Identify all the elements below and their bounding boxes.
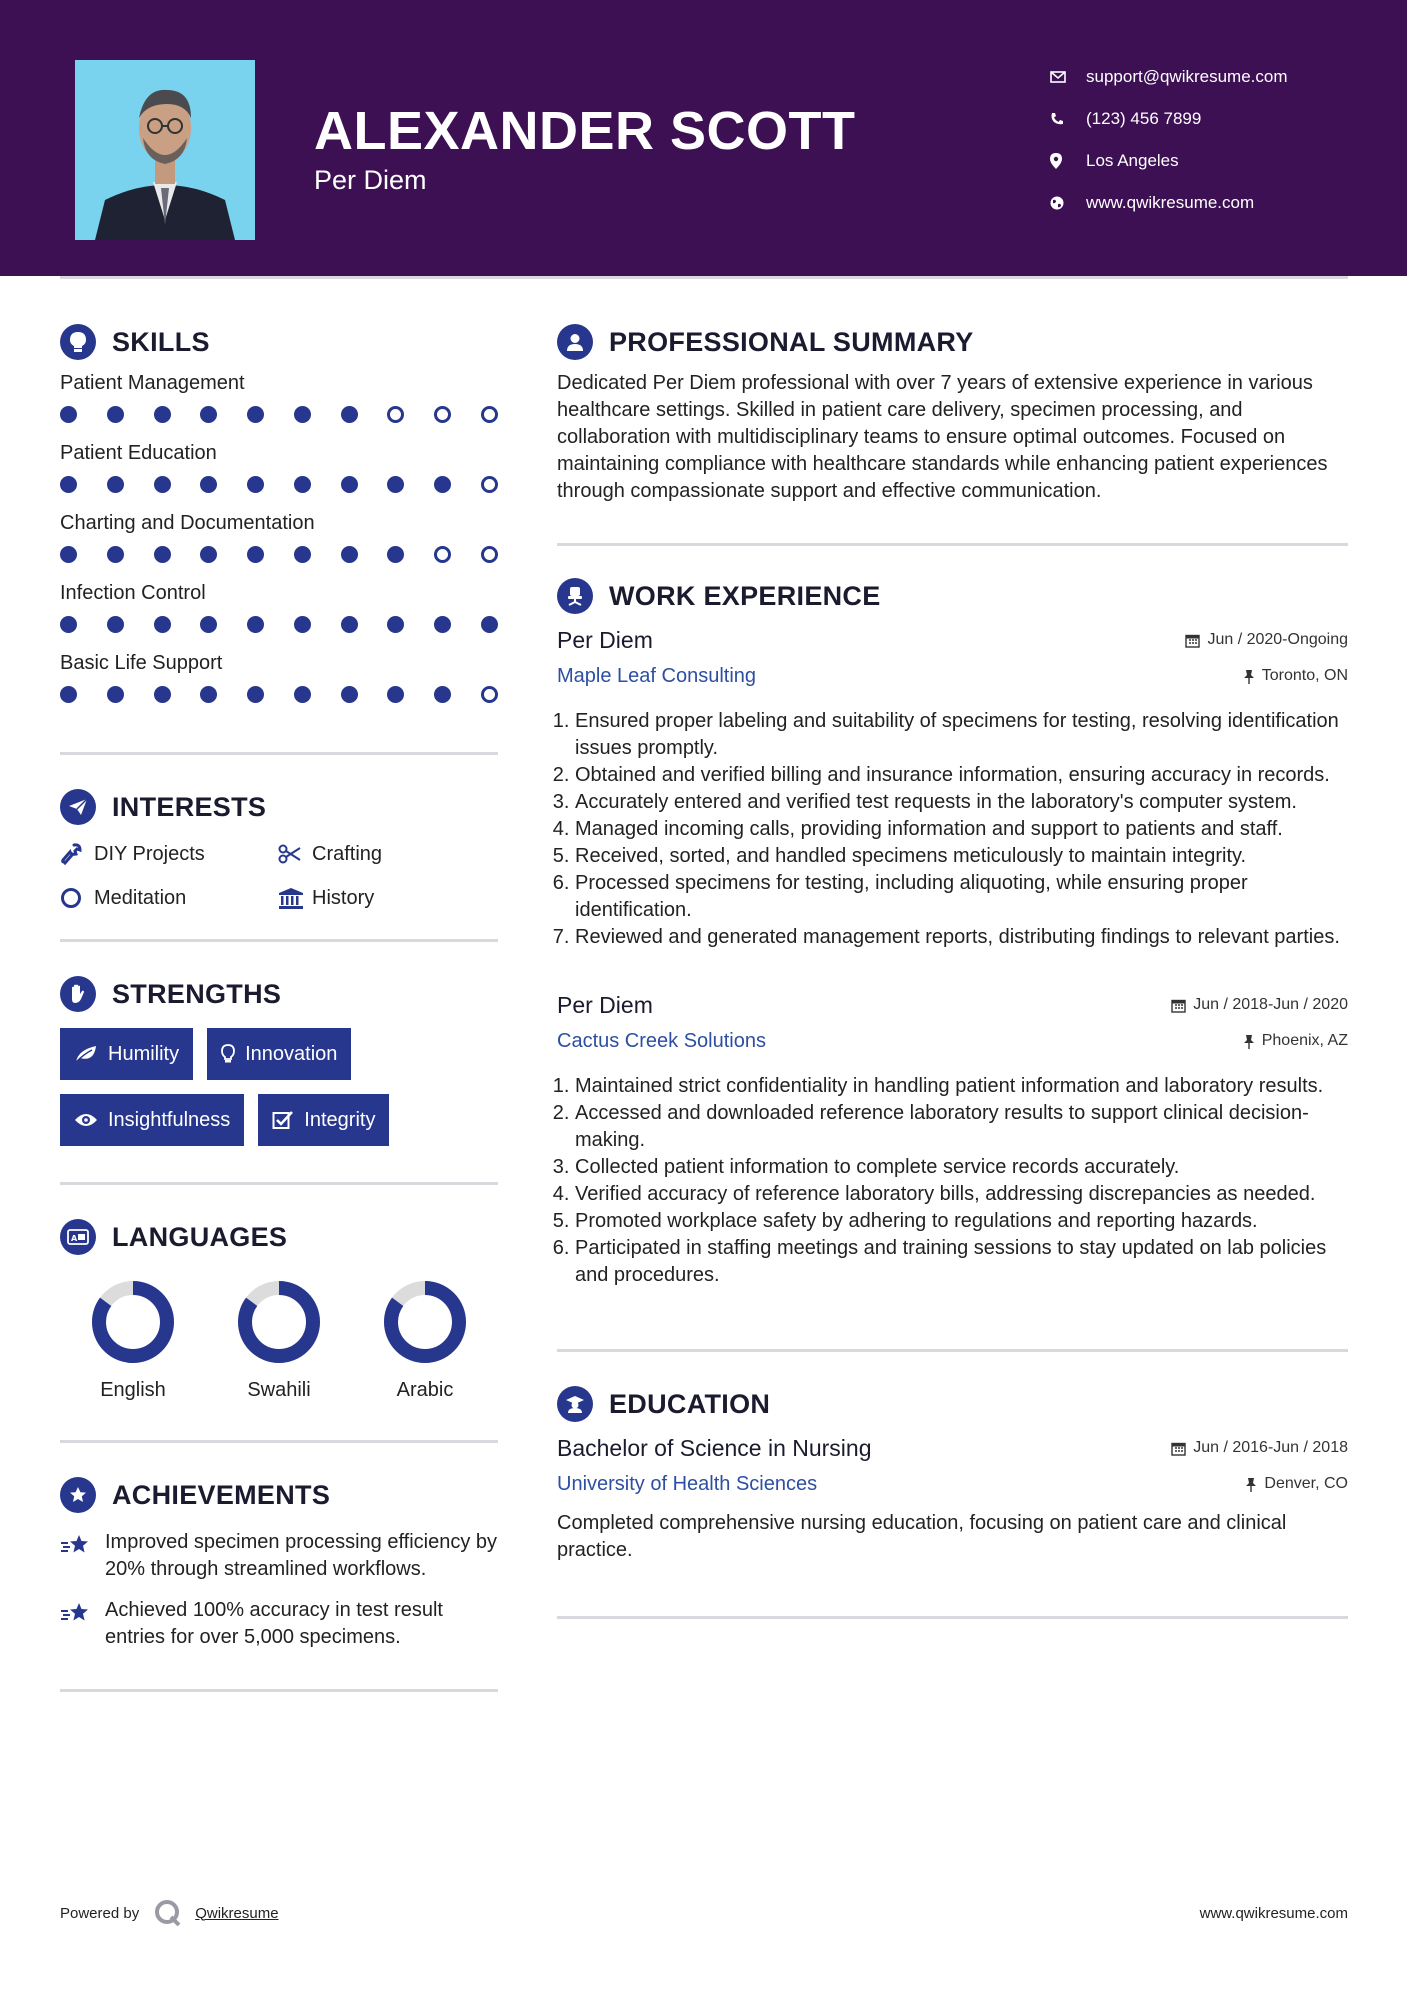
skill-item [60,368,498,430]
skill-rating [60,678,498,710]
strength-label: Humility [108,1042,180,1065]
language-item [352,1279,498,1402]
contact-website[interactable] [1050,182,1288,224]
rating-dot-empty [434,406,451,423]
interest-label: DIY Projects [94,842,205,865]
contact-email[interactable] [1050,56,1288,98]
graduate-icon [557,1386,593,1422]
resume-header [0,0,1407,276]
skill-name: Charting and Documentation [60,512,315,534]
skill-rating [60,608,498,640]
job-bullet: 5. Received, sorted, and handled specimens meticulously to maintain integrity. [575,843,1348,870]
rating-dot-filled [294,476,311,493]
star-badge-icon [60,1477,96,1513]
svg-text:A: A [71,1234,78,1243]
strengths-heading [60,972,498,1016]
education-title: EDUCATION [609,1388,771,1419]
job-dates [1171,996,1348,1014]
rating-dot-filled [200,546,217,563]
skill-rating [60,468,498,500]
skills-title: SKILLS [112,326,210,357]
education-description: Completed comprehensive nursing education, focusing on patient care and clinical practice. [557,1512,1287,1561]
language-item [206,1279,352,1402]
rating-dot-filled [154,546,171,563]
degree-title: Bachelor of Science in Nursing [557,1434,872,1461]
language-donut [90,1279,176,1365]
achievement-item [60,1597,498,1651]
pushpin-icon [1243,669,1255,684]
language-name: Arabic [396,1379,454,1401]
globe-icon [1050,196,1086,210]
skill-name: Basic Life Support [60,652,223,674]
contact-location [1050,140,1288,182]
interest-label: History [312,886,375,909]
contact-website-text: www.qwikresume.com [1086,193,1255,212]
rating-dot-filled [60,406,77,423]
rating-dot-filled [387,476,404,493]
candidate-title: Per Diem [314,165,427,195]
job-dates [1185,631,1348,649]
school-name: University of Health Sciences [557,1472,818,1495]
job-bullet: 4. Verified accuracy of reference laboratory bills, addressing discrepancies as needed. [575,1181,1348,1208]
rating-dot-filled [294,406,311,423]
rating-dot-filled [294,686,311,703]
job-location-text: Toronto, ON [1261,667,1348,684]
qwikresume-logo-icon [153,1898,183,1928]
language-donut [236,1279,322,1365]
rating-dot-filled [247,546,264,563]
rating-dot-filled [200,686,217,703]
lightbulb-icon [60,324,96,360]
languages-list [60,1279,498,1402]
interest-item [278,883,498,913]
skill-rating [60,538,498,570]
strengths-list [60,1028,498,1146]
qwikresume-link[interactable]: Qwikresume [195,1904,279,1922]
job-company: Maple Leaf Consulting [557,664,757,687]
job-bullet: 1. Ensured proper labeling and suitability of specimens for testing, resolving identification issues promptly. [575,708,1348,762]
contact-email-text: support@qwikresume.com [1086,67,1288,86]
skill-name: Patient Management [60,372,245,394]
calendar-icon [1185,633,1200,648]
strength-badge [258,1094,389,1146]
right-column [557,320,1348,1619]
rating-dot-filled [341,476,358,493]
job-role: Per Diem [557,991,653,1018]
interest-label: Meditation [94,886,187,909]
rating-dot-filled [247,406,264,423]
map-pin-icon [1050,153,1086,169]
section-divider [557,1349,1348,1352]
achievement-item [60,1529,498,1583]
contact-list [1050,56,1288,224]
rating-dot-filled [481,616,498,633]
job-bullet: 6. Participated in staffing meetings and training sessions to stay updated on lab policies and procedures. [575,1235,1348,1289]
skill-item [60,648,498,710]
section-divider [60,1440,498,1443]
achievements-heading [60,1473,498,1517]
experience-heading [557,574,1348,618]
profile-photo [75,60,255,240]
skills-heading [60,320,498,364]
achievement-text: Achieved 100% accuracy in test result entries for over 5,000 specimens. [105,1599,443,1648]
section-divider [557,543,1348,546]
achievements-list [60,1529,498,1651]
job-company: Cactus Creek Solutions [557,1029,766,1052]
scissors-icon [278,844,312,864]
phone-icon [1050,112,1086,126]
rating-dot-filled [107,546,124,563]
education-dates-text: Jun / 2016-Jun / 2018 [1193,1439,1348,1456]
language-name: English [100,1379,166,1401]
strength-badge [60,1094,244,1146]
job-dates-text: Jun / 2020-Ongoing [1207,631,1348,648]
rating-dot-filled [154,686,171,703]
paper-plane-icon [60,789,96,825]
envelope-icon [1050,71,1086,83]
rating-dot-filled [60,476,77,493]
job-bullet: 1. Maintained strict confidentiality in handling patient information and laboratory results. [575,1073,1348,1100]
job-bullet: 5. Promoted workplace safety by adhering to regulations and reporting hazards. [575,1208,1348,1235]
rating-dot-filled [60,686,77,703]
skill-item [60,438,498,500]
leaf-icon [74,1044,98,1064]
languages-title: LANGUAGES [112,1221,288,1252]
rating-dot-filled [434,686,451,703]
interest-item [60,839,278,869]
rating-dot-filled [107,686,124,703]
rating-dot-filled [154,476,171,493]
job-location [1243,1032,1348,1050]
interests-title: INTERESTS [112,791,267,822]
section-divider [60,939,498,942]
contact-phone[interactable] [1050,98,1288,140]
strength-label: Integrity [304,1108,376,1131]
rating-dot-filled [107,406,124,423]
checkbox-icon [272,1110,294,1130]
calendar-icon [1171,1441,1186,1456]
rating-dot-filled [387,616,404,633]
job-bullets [557,1073,1348,1289]
rating-dot-filled [341,616,358,633]
rating-dot-empty [387,406,404,423]
rating-dot-filled [200,476,217,493]
interest-item [278,839,498,869]
education-entry [557,1430,1348,1564]
rating-dot-filled [60,616,77,633]
user-icon [557,324,593,360]
rating-dot-filled [60,546,77,563]
rating-dot-filled [341,546,358,563]
summary-heading [557,320,1348,364]
skill-rating [60,398,498,430]
section-divider [60,1182,498,1185]
eye-icon [74,1112,98,1128]
job-bullet: 3. Accurately entered and verified test requests in the laboratory's computer system. [575,789,1348,816]
job-location [1243,667,1348,685]
job-entry [557,987,1348,1289]
job-location-text: Phoenix, AZ [1261,1032,1348,1049]
rating-dot-filled [247,686,264,703]
rating-dot-empty [481,476,498,493]
rating-dot-filled [387,686,404,703]
hand-icon [60,976,96,1012]
office-chair-icon [557,578,593,614]
job-role: Per Diem [557,626,653,653]
job-bullet: 4. Managed incoming calls, providing information and support to patients and staff. [575,816,1348,843]
job-bullets [557,708,1348,951]
rating-dot-filled [294,616,311,633]
rating-dot-filled [200,406,217,423]
interests-list [60,839,498,913]
bank-icon [278,887,312,909]
strength-badge [60,1028,193,1080]
rating-dot-filled [341,406,358,423]
circle-icon [60,887,94,909]
footer-url[interactable]: www.qwikresume.com [1199,1905,1348,1922]
job-bullet: 2. Obtained and verified billing and insurance information, ensuring accuracy in records. [575,762,1348,789]
wrench-icon [60,843,94,865]
language-icon [60,1219,96,1255]
interest-item [60,883,278,913]
experience-title: WORK EXPERIENCE [609,580,881,611]
job-bullet: 2. Accessed and downloaded reference laboratory results to support clinical decision-making. [575,1100,1348,1154]
section-divider [60,1689,498,1692]
left-column [60,320,498,1692]
rating-dot-empty [481,686,498,703]
rating-dot-filled [341,686,358,703]
rating-dot-empty [481,546,498,563]
contact-phone-text: (123) 456 7899 [1086,109,1202,128]
achievement-text: Improved specimen processing efficiency by 20% through streamlined workflows. [105,1531,498,1580]
education-location-text: Denver, CO [1264,1475,1348,1492]
powered-by-text: Powered by [60,1904,140,1922]
rating-dot-filled [387,546,404,563]
pushpin-icon [1245,1477,1257,1492]
language-item [60,1279,206,1402]
candidate-name: ALEXANDER SCOTT [314,101,856,161]
achievements-title: ACHIEVEMENTS [112,1479,331,1510]
contact-location-text: Los Angeles [1086,151,1179,170]
calendar-icon [1171,998,1186,1013]
education-heading [557,1382,1348,1426]
job-bullet: 3. Collected patient information to complete service records accurately. [575,1154,1348,1181]
shooting-star-icon [60,1529,105,1583]
skills-list [60,368,498,710]
skill-name: Infection Control [60,582,206,604]
rating-dot-filled [200,616,217,633]
education-dates [1171,1439,1348,1457]
rating-dot-filled [294,546,311,563]
pushpin-icon [1243,1034,1255,1049]
skill-name: Patient Education [60,442,217,464]
shooting-star-icon [60,1597,105,1651]
job-dates-text: Jun / 2018-Jun / 2020 [1193,996,1348,1013]
language-donut [382,1279,468,1365]
jobs-list [557,622,1348,1289]
rating-dot-empty [481,406,498,423]
education-location [1245,1475,1348,1493]
header-divider [60,276,1348,279]
interests-heading [60,785,498,829]
strength-badge [207,1028,351,1080]
interest-label: Crafting [312,842,383,865]
section-divider [557,1616,1348,1619]
rating-dot-empty [434,546,451,563]
section-divider [60,752,498,755]
lightbulb-icon [221,1044,235,1064]
rating-dot-filled [107,476,124,493]
rating-dot-filled [154,406,171,423]
strengths-title: STRENGTHS [112,978,282,1009]
rating-dot-filled [247,476,264,493]
languages-heading [60,1215,498,1259]
strength-label: Innovation [245,1042,338,1065]
skill-item [60,578,498,640]
rating-dot-filled [434,476,451,493]
job-bullet: 6. Processed specimens for testing, including aliquoting, while ensuring proper identification. [575,870,1348,924]
summary-title: PROFESSIONAL SUMMARY [609,326,974,357]
job-entry [557,622,1348,951]
rating-dot-filled [154,616,171,633]
rating-dot-filled [107,616,124,633]
rating-dot-filled [247,616,264,633]
skill-item [60,508,498,570]
language-name: Swahili [247,1379,311,1401]
rating-dot-filled [434,616,451,633]
job-bullet: 7. Reviewed and generated management reports, distributing findings to relevant parties. [575,924,1348,951]
footer-powered-by [60,1898,279,1928]
strength-label: Insightfulness [108,1108,231,1131]
summary-text: Dedicated Per Diem professional with over 7 years of extensive experience in various healthcare settings. Skilled in patient care delivery, specimen processing, and collaboration with multidisciplinary teams to ensure optimal outcomes. Focused on maintaining compliance with healthcare standards while enhancing patient experiences through compassionate support and effective communication. [557,372,1328,502]
